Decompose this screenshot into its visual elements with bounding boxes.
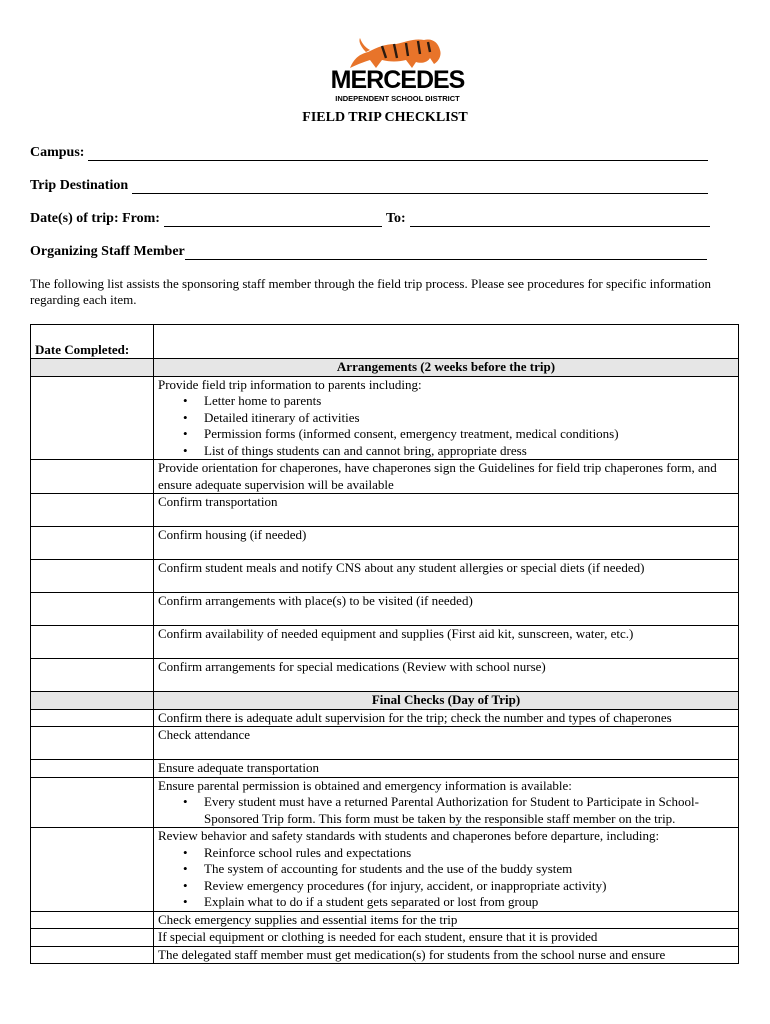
destination-field: [30, 178, 708, 194]
section-header-final: [31, 692, 739, 710]
task-cell: [154, 593, 739, 626]
checklist-table: [30, 324, 739, 964]
date-cell[interactable]: [31, 727, 154, 760]
task-text: Confirm availability of needed equipment and supplies (First aid kit, sunscreen, water, etc.): [158, 626, 634, 641]
dates-from-line[interactable]: [164, 212, 382, 227]
destination-line[interactable]: [132, 179, 708, 194]
task-cell: [154, 760, 739, 778]
task-cell: [154, 376, 739, 460]
date-cell[interactable]: [31, 460, 154, 494]
date-cell[interactable]: [31, 911, 154, 929]
date-header-blank: [154, 325, 739, 359]
task-bullets: [158, 393, 734, 459]
task-bullets: [158, 845, 734, 911]
checklist-row: [31, 709, 739, 727]
task-text: Confirm student meals and notify CNS about any student allergies or special diets (if needed): [158, 560, 645, 575]
checklist-row: [31, 376, 739, 460]
date-cell[interactable]: [31, 828, 154, 912]
staff-label: Organizing Staff Member: [30, 244, 185, 259]
checklist-row: [31, 494, 739, 527]
bullet-item: • Permission forms (informed consent, emergency treatment, medical conditions): [204, 426, 734, 443]
task-cell: [154, 911, 739, 929]
checklist-row: [31, 593, 739, 626]
date-cell[interactable]: [31, 946, 154, 964]
destination-label: Trip Destination: [30, 178, 129, 193]
date-cell[interactable]: [31, 527, 154, 560]
final-header: Final Checks (Day of Trip): [154, 692, 739, 710]
bullet-item: • Every student must have a returned Parental Authorization for Student to Participate in School-Sponsored Trip form. This form must be taken by the responsible staff member on the trip.: [204, 794, 734, 827]
dates-to-line[interactable]: [410, 212, 710, 227]
date-cell[interactable]: [31, 659, 154, 692]
date-cell[interactable]: [31, 376, 154, 460]
staff-line[interactable]: [185, 245, 707, 260]
bullet-item: • Detailed itinerary of activities: [204, 410, 734, 427]
final-body: [31, 709, 739, 964]
checklist-row: [31, 946, 739, 964]
task-cell: [154, 727, 739, 760]
task-cell: [154, 560, 739, 593]
task-text: Ensure parental permission is obtained and emergency information is available:: [158, 777, 572, 793]
task-cell: [154, 527, 739, 560]
date-cell[interactable]: [31, 494, 154, 527]
task-text: Confirm arrangements with place(s) to be visited (if needed): [158, 593, 473, 608]
checklist-row: [31, 911, 739, 929]
date-cell[interactable]: [31, 777, 154, 828]
date-cell[interactable]: [31, 760, 154, 778]
task-cell: [154, 494, 739, 527]
bullet-item: • The system of accounting for students and the use of the buddy system: [204, 861, 734, 878]
date-cell[interactable]: [31, 626, 154, 659]
task-text: If special equipment or clothing is needed for each student, ensure that it is provided: [158, 929, 598, 944]
task-text: Provide orientation for chaperones, have chaperones sign the Guidelines for field trip chaperones form, and ensure adequate supervision will be available: [158, 460, 717, 492]
task-text: Confirm housing (if needed): [158, 527, 307, 542]
date-completed-header: Date Completed:: [31, 325, 154, 359]
checklist-row: [31, 527, 739, 560]
arrangements-body: [31, 376, 739, 692]
checklist-row: [31, 560, 739, 593]
bullet-item: • Reinforce school rules and expectations: [204, 845, 734, 862]
page-title: FIELD TRIP CHECKLIST: [302, 110, 468, 125]
date-cell[interactable]: [31, 709, 154, 727]
bullet-item: • List of things students can and cannot bring, appropriate dress: [204, 443, 734, 460]
task-text: Confirm there is adequate adult supervision for the trip; check the number and types of chaperones: [158, 709, 672, 725]
staff-field: [30, 244, 707, 260]
task-cell: [154, 929, 739, 947]
task-cell: [154, 626, 739, 659]
district-logo: [330, 32, 465, 104]
task-text: Check emergency supplies and essential items for the trip: [158, 911, 458, 927]
task-cell: [154, 946, 739, 964]
intro-text: The following list assists the sponsoring staff member through the field trip process. Please see procedures for specific information regarding each item.: [30, 276, 712, 307]
task-cell: [154, 709, 739, 727]
arrangements-header: Arrangements (2 weeks before the trip): [154, 359, 739, 377]
campus-line[interactable]: [88, 146, 708, 161]
checklist-row: [31, 777, 739, 828]
checklist-row: [31, 460, 739, 494]
date-cell[interactable]: [31, 593, 154, 626]
task-cell: [154, 777, 739, 828]
task-text: The delegated staff member must get medication(s) for students from the school nurse and ensure: [158, 946, 666, 962]
logo-name: MERCEDES: [330, 66, 465, 94]
task-bullets: [158, 794, 734, 827]
checklist-row: [31, 626, 739, 659]
task-text: Check attendance: [158, 727, 251, 742]
bullet-item: • Explain what to do if a student gets separated or lost from group: [204, 894, 734, 911]
date-cell[interactable]: [31, 929, 154, 947]
checklist-row: [31, 828, 739, 912]
logo-subtitle: INDEPENDENT SCHOOL DISTRICT: [335, 94, 460, 103]
checklist-row: [31, 727, 739, 760]
task-cell: [154, 460, 739, 494]
task-cell: [154, 659, 739, 692]
bullet-item: • Review emergency procedures (for injury, accident, or inappropriate activity): [204, 878, 734, 895]
date-cell[interactable]: [31, 560, 154, 593]
task-text: Ensure adequate transportation: [158, 760, 319, 775]
checklist-row: [31, 760, 739, 778]
task-text: Review behavior and safety standards with students and chaperones before departure, including:: [158, 828, 660, 843]
dates-from-label: Date(s) of trip: From:: [30, 211, 160, 226]
checklist-row: [31, 659, 739, 692]
section-header-arrangements: [31, 359, 739, 377]
dates-to-label: To:: [385, 211, 406, 226]
checklist-row: [31, 929, 739, 947]
campus-label: Campus:: [30, 145, 85, 160]
bullet-item: • Letter home to parents: [204, 393, 734, 410]
task-text: Provide field trip information to parents including:: [158, 376, 422, 392]
campus-field: [30, 145, 708, 161]
task-text: Confirm arrangements for special medications (Review with school nurse): [158, 659, 546, 674]
task-text: Confirm transportation: [158, 494, 278, 509]
dates-field: [30, 211, 710, 227]
task-cell: [154, 828, 739, 912]
date-header-row: [31, 325, 739, 359]
